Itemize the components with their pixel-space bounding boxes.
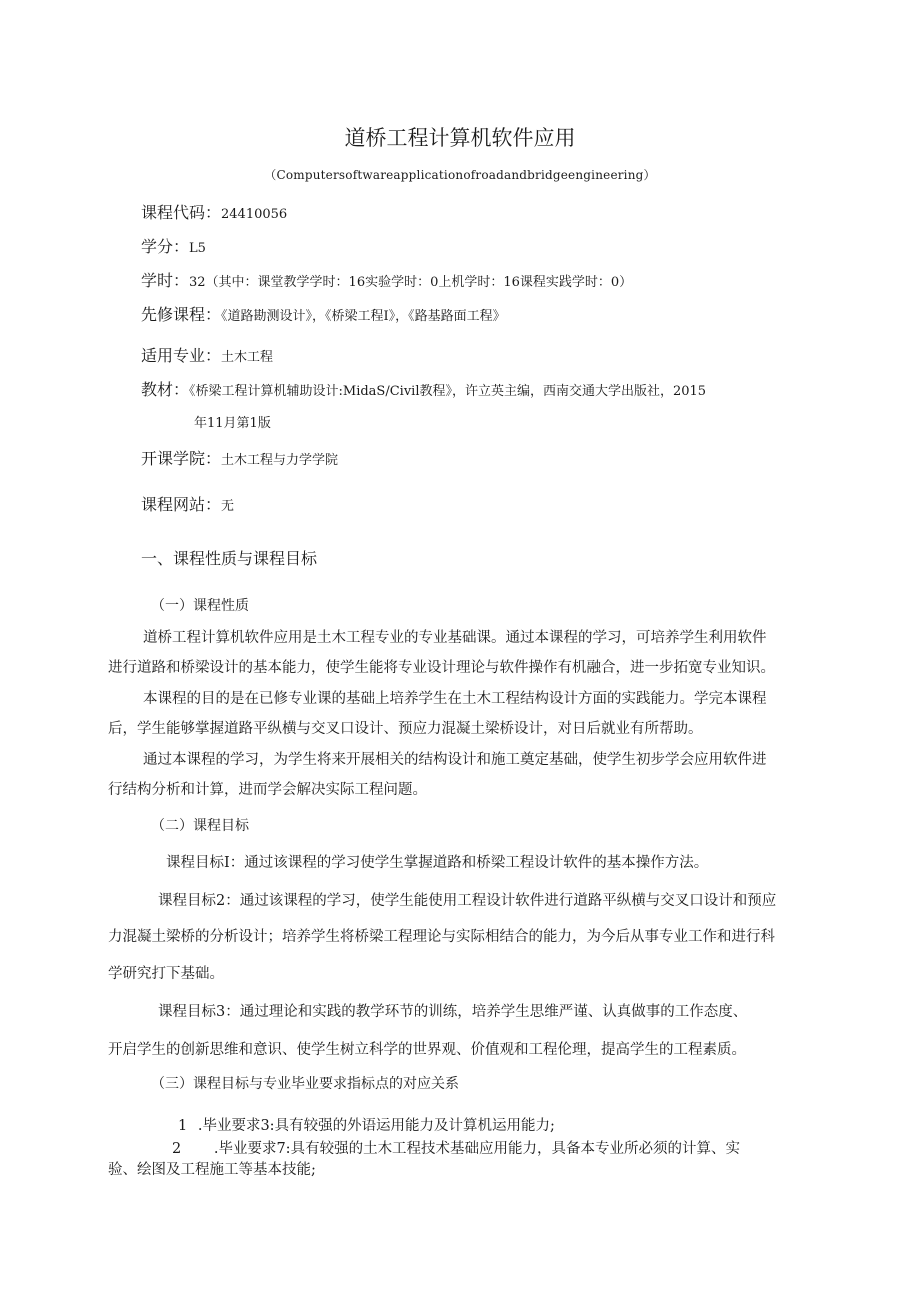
hours-value: 32（其中：课堂教学学时：16实验学时：0上机学时：16课程实践学时：0） — [189, 275, 633, 290]
goals-heading: （二）课程目标 — [151, 818, 249, 834]
college-value: 土木工程与力学学院 — [221, 453, 339, 468]
course-code-row — [141, 200, 287, 223]
course-subtitle: （Computersoftwareapplicationofroadandbridgeengineering） — [264, 168, 656, 182]
requirement-2-line-2: 验、绘图及工程施工等基本技能; — [108, 1162, 316, 1178]
goal-3-line-2: 开启学生的创新思维和意识、使学生树立科学的世界观、价值观和工程伦理，提高学生的工程素质。 — [108, 1042, 746, 1058]
college-row — [141, 446, 338, 469]
requirement-2 — [172, 1137, 740, 1158]
goal-2-line-1: 课程目标2：通过该课程的学习，使学生能使用工程设计软件进行道路平纵横与交叉口设计和预应 — [158, 893, 777, 909]
nature-heading: （一）课程性质 — [151, 598, 249, 614]
credit-row — [141, 234, 206, 257]
major-label: 适用专业： — [141, 346, 222, 365]
credit-value: L5 — [189, 241, 206, 256]
major-row — [141, 343, 273, 366]
textbook-row — [141, 377, 706, 400]
nature-paragraph-3-line-2: 行结构分析和计算，进而学会解决实际工程问题。 — [108, 782, 427, 798]
prereq-value: 《道路勘测设计》，《桥梁工程I》，《路基路面工程》 — [221, 309, 506, 324]
textbook-label: 教材： — [141, 380, 190, 399]
goal-3-line-1: 课程目标3：通过理论和实践的教学环节的训练，培养学生思维严谨、认真做事的工作态度、 — [158, 1004, 748, 1020]
requirement-2-text: .毕业要求7:具有较强的土木工程技术基础应用能力，具备本专业所必须的计算、实 — [213, 1141, 741, 1157]
nature-paragraph-3-line-1: 通过本课程的学习，为学生将来开展相关的结构设计和施工奠定基础，使学生初步学会应用软件进 — [143, 752, 767, 768]
mapping-heading: （三）课程目标与专业毕业要求指标点的对应关系 — [151, 1076, 459, 1092]
course-title: 道桥工程计算机软件应用 — [344, 126, 576, 150]
prereq-row — [141, 302, 506, 325]
nature-paragraph-2-line-1: 本课程的目的是在已修专业课的基础上培养学生在土木工程结构设计方面的实践能力。学完本课程 — [143, 691, 767, 707]
goal-2-line-3: 学研究打下基础。 — [108, 966, 224, 982]
prereq-label: 先修课程： — [141, 305, 222, 324]
hours-label: 学时： — [141, 271, 190, 290]
website-label: 课程网站： — [141, 495, 222, 514]
hours-row — [141, 268, 632, 291]
textbook-value-cont: 年11月第1版 — [194, 416, 271, 431]
requirement-1 — [178, 1114, 555, 1135]
website-value: 无 — [221, 499, 235, 514]
major-value: 土木工程 — [221, 350, 274, 365]
course-code-label: 课程代码： — [141, 203, 222, 222]
credit-label: 学分： — [141, 237, 190, 256]
nature-paragraph-1-line-1: 道桥工程计算机软件应用是土木工程专业的专业基础课。通过本课程的学习，可培养学生利用软件 — [143, 630, 767, 646]
goal-1: 课程目标I：通过该课程的学习使学生掌握道路和桥梁工程设计软件的基本操作方法。 — [166, 855, 709, 871]
course-code-value: 24410056 — [221, 207, 288, 222]
goal-2-line-2: 力混凝土梁桥的分析设计；培养学生将桥梁工程理论与实际相结合的能力，为今后从事专业工作和进行科 — [108, 929, 775, 945]
requirement-1-text: .毕业要求3:具有较强的外语运用能力及计算机运用能力; — [197, 1118, 555, 1134]
website-row — [141, 492, 234, 515]
textbook-value: 《桥梁工程计算机辅助设计:MidaS/Civil教程》，许立英主编，西南交通大学出版社，2015 — [189, 384, 707, 399]
nature-paragraph-2-line-2: 后，学生能够掌握道路平纵横与交叉口设计、预应力混凝土梁桥设计，对日后就业有所帮助。 — [108, 721, 703, 737]
nature-paragraph-1-line-2: 进行道路和桥梁设计的基本能力，使学生能将专业设计理论与软件操作有机融合，进一步拓宽专业知识。 — [108, 660, 775, 676]
requirement-1-number: 1 — [178, 1118, 188, 1134]
college-label: 开课学院： — [141, 449, 222, 468]
requirement-2-number: 2 — [172, 1141, 182, 1157]
section-heading: 一、课程性质与课程目标 — [141, 549, 318, 568]
